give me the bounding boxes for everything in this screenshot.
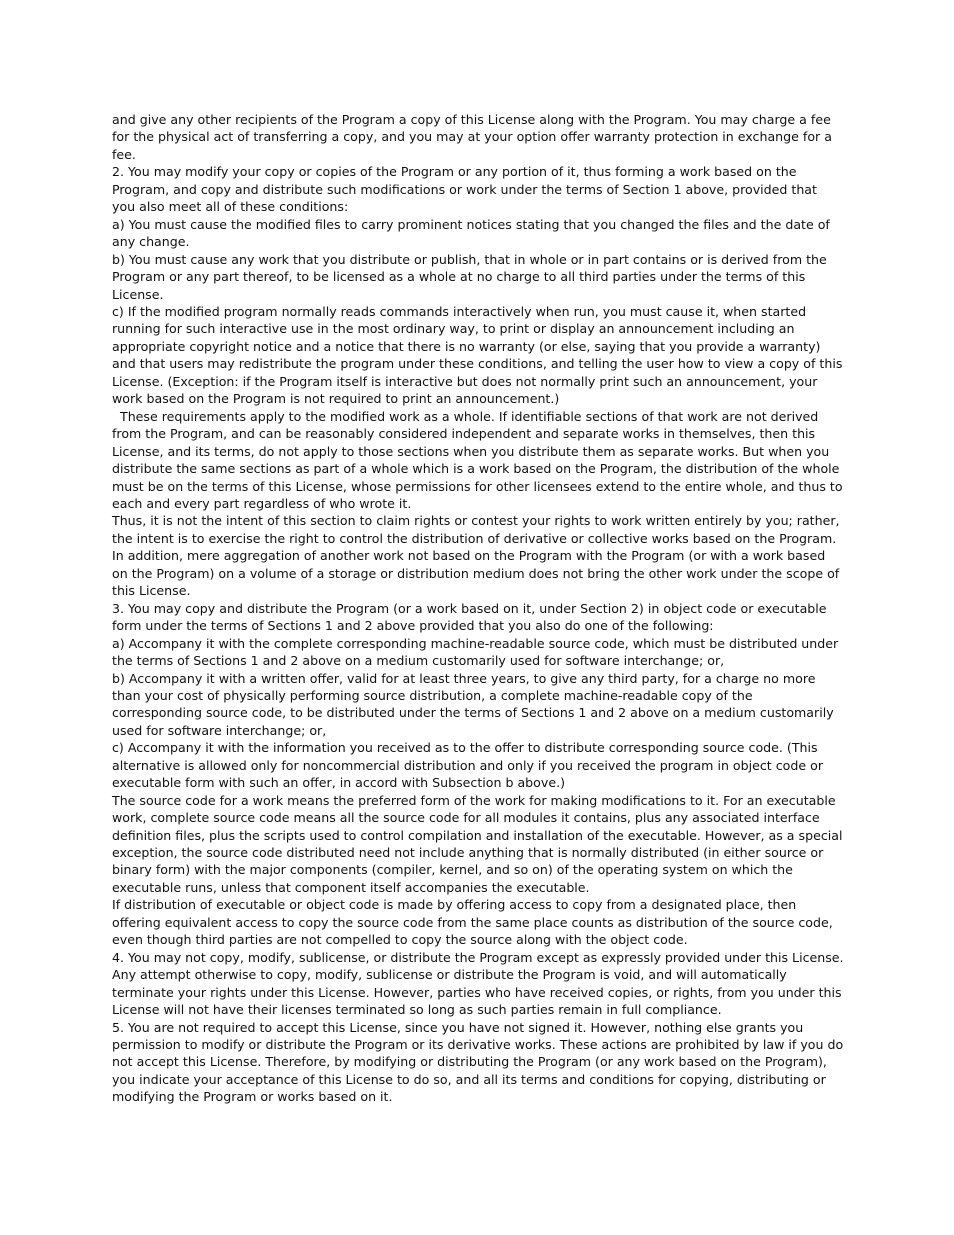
paragraph-section-4: 4. You may not copy, modify, sublicense, or distribute the Program except as expressly provided under this License. Any attempt otherwise to copy, modify, sublicense or distribute the Program is void, and will automatically terminate your rights under this License. However, parties who have received copies, or rights, from you under this License will not have their licenses terminated so long as such parties remain in full compliance.: [112, 949, 844, 1018]
paragraph-transfer-fee: and give any other recipients of the Program a copy of this License along with the Program. You may charge a fee for the physical act of transferring a copy, and you may at your option offer warranty protection in exchange for a fee.: [112, 112, 832, 162]
paragraph-intent: Thus, it is not the intent of this section to claim rights or contest your rights to work written entirely by you; rather, the intent is to exercise the right to control the distribution of derivative or collective works based on the Program.: [112, 513, 840, 546]
paragraph-section-3: 3. You may copy and distribute the Program (or a work based on it, under Section 2) in object code or executable form under the terms of Sections 1 and 2 above provided that you also do one of the following:: [112, 600, 827, 634]
paragraph-section-2a: a) You must cause the modified files to carry prominent notices stating that you changed the files and the date of any change.: [112, 216, 830, 250]
paragraph-source-code: The source code for a work means the preferred form of the work for making modifications to it. For an executable work, complete source code means all the source code for all modules it contains, plus any associated interface definition files, plus the scripts used to control compilation and installation of the executable. However, as a special exception, the source code distributed need not include anything that is normally distributed (in either source or binary form) with the major components (compiler, kernel, and so on) of the operating system on which the executable runs, unless that component itself accompanies the executable.: [112, 792, 843, 895]
paragraph-section-5: 5. You are not required to accept this License, since you have not signed it. However, nothing else grants you permission to modify or distribute the Program or its derivative works. These actions are prohibited by law if you do not accept this License. Therefore, by modifying or distributing the Program (or any work based on the Program), you indicate your acceptance of this License to do so, and all its terms and conditions for copying, distributing or modifying the Program or works based on it.: [112, 1019, 844, 1105]
paragraph-section-2c: c) If the modified program normally reads commands interactively when run, you must cause it, when started running for such interactive use in the most ordinary way, to print or display an announcement including an appropriate copyright notice and a notice that there is no warranty (or else, saying that you provide a warranty) and that users may redistribute the program under these conditions, and telling the user how to view a copy of this License. (Exception: if the Program itself is interactive but does not normally print such an announcement, your work based on the Program is not required to print an announcement.): [112, 303, 843, 407]
paragraph-aggregation: In addition, mere aggregation of another work not based on the Program with the Program (or with a work based on the Program) on a volume of a storage or distribution medium does not bring the other work under the scope of this License.: [112, 548, 840, 599]
paragraph-section-3b: b) Accompany it with a written offer, valid for at least three years, to give any third party, for a charge no more than your cost of physically performing source distribution, a complete machine-readable copy of the corresponding source code, to be distributed under the terms of Sections 1 and 2 above on a medium customarily used for software interchange; or,: [112, 670, 834, 738]
paragraph-designated-place: If distribution of executable or object code is made by offering access to copy from a designated place, then offering equivalent access to copy the source code from the same place counts as distribution of the source code, even though third parties are not compelled to copy the source along with the object code.: [112, 897, 833, 948]
paragraph-requirements: These requirements apply to the modified work as a whole. If identifiable sections of that work are not derived from the Program, and can be reasonably considered independent and separate works in themselves, then this License, and its terms, do not apply to those sections when you distribute them as separate works. But when you distribute the same sections as part of a whole which is a work based on the Program, the distribution of the whole must be on the terms of this License, whose permissions for other licensees extend to the entire whole, and thus to each and every part regardless of who wrote it.: [112, 408, 843, 511]
paragraph-section-3c: c) Accompany it with the information you received as to the offer to distribute corresponding source code. (This alternative is allowed only for noncommercial distribution and only if you received the program in object code or executable form with such an offer, in accord with Subsection b above.): [112, 740, 824, 791]
paragraph-section-2: 2. You may modify your copy or copies of the Program or any portion of it, thus forming a work based on the Program, and copy and distribute such modifications or work under the terms of Section 1 above, provided that you also meet all of these conditions:: [112, 164, 817, 215]
paragraph-section-3a: a) Accompany it with the complete corresponding machine-readable source code, which must be distributed under the terms of Sections 1 and 2 above on a medium customarily used for software interchange; or,: [112, 635, 839, 669]
license-text-body: [112, 111, 844, 1106]
paragraph-section-2b: b) You must cause any work that you distribute or publish, that in whole or in part contains or is derived from the Program or any part thereof, to be licensed as a whole at no charge to all third parties under the terms of this License.: [112, 251, 827, 302]
